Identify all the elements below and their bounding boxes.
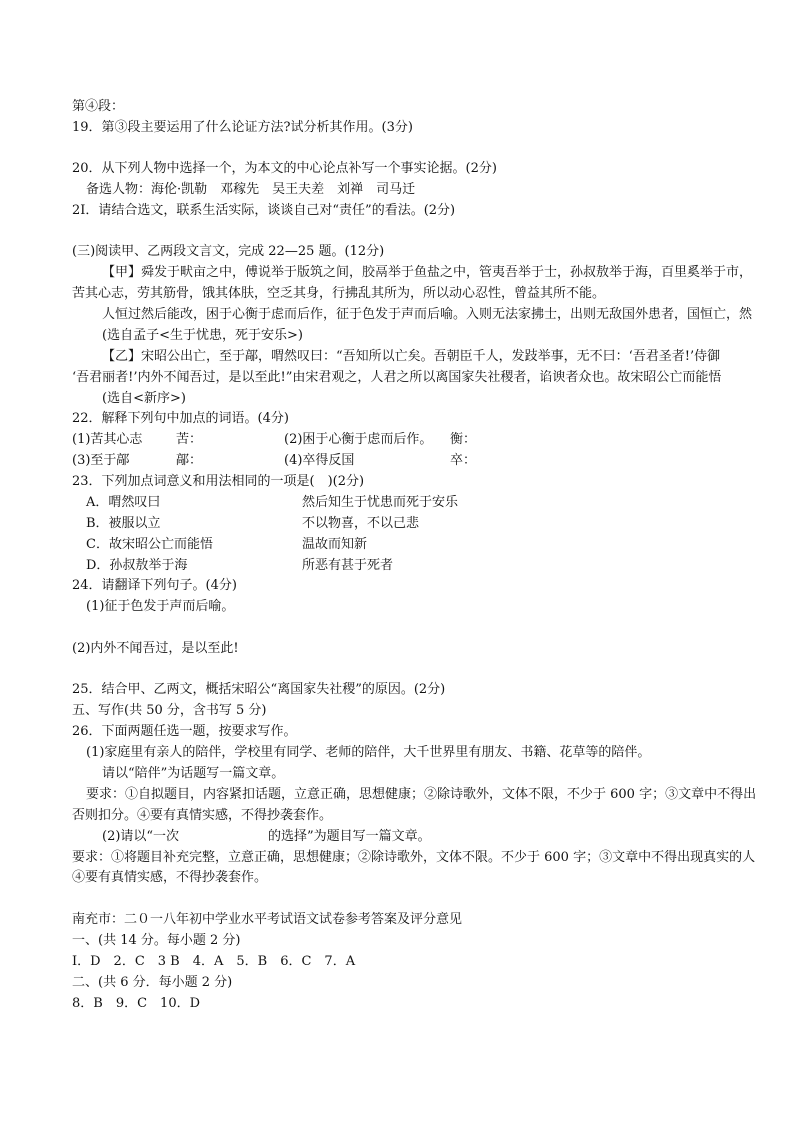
option-c-left: C．故宋昭公亡而能悟 — [86, 537, 213, 552]
question-23-option-d — [0, 555, 794, 576]
question-26-option-1-task: 请以“陪伴”为话题写一篇文章。 — [102, 766, 285, 781]
passage-yi-line-1: 【乙】宋昭公出亡，至于鄗，喟然叹曰：“吾知所以亡矣。吾朝臣千人，发跂举事，无不曰：‘吾君圣者!’侍御 — [102, 349, 721, 364]
answer-section-2-values: 8．B 9．C 10．D — [72, 996, 201, 1011]
question-22: 22．解释下列句中加点的词语。(4分) — [72, 411, 289, 426]
question-23-option-a — [0, 492, 794, 513]
answer-section-2-title: 二、(共 6 分．每小题 2 分) — [72, 975, 233, 990]
option-a-right: 然后知生于忧患而死于安乐 — [302, 495, 459, 510]
question-19: 19．第③段主要运用了什么论证方法?试分析其作用。(3分) — [72, 120, 413, 135]
option-c-right: 温故而知新 — [302, 537, 368, 552]
question-22-word-1: 苦： — [176, 432, 203, 447]
passage-yi-source: (选自<新序>) — [102, 391, 186, 406]
part-3-title: (三)阅读甲、乙两段文言文，完成 22—25 题。(12分) — [72, 244, 385, 259]
answer-section-1-values: I．D 2．C 3 B 4．A 5．B 6．C 7．A — [72, 954, 356, 969]
question-25: 25．结合甲、乙两文，概括宋昭公“离国家失社稷”的原因。(2分) — [72, 682, 446, 697]
part-5-title: 五、写作(共 50 分，含书写 5 分) — [72, 703, 267, 718]
question-22-item-1: (1)苦其心志 — [72, 432, 143, 447]
question-22-row-2 — [0, 450, 794, 471]
answer-section-1-title: 一、(共 14 分。每小题 2 分) — [72, 933, 241, 948]
question-26-option-1-requirements-2: 否则扣分。④要有真情实感，不得抄袭套作。 — [72, 808, 333, 823]
option-b-right: 不以物喜，不以己悲 — [302, 516, 420, 531]
question-23-option-b — [0, 513, 794, 534]
passage-yi-line-2: ‘吾君丽者!’内外不闻吾过，是以至此!”由宋君观之，人君之所以离国家失社稷者，谄谀者众也。故宋昭公亡而能悟 — [72, 370, 722, 385]
question-22-word-2: 衡： — [450, 432, 477, 447]
option-a-left: A．喟然叹曰 — [86, 495, 161, 510]
question-24-item-1: (1)征于色发于声而后喻。 — [86, 599, 235, 614]
question-22-item-4: (4)卒得反国 — [284, 453, 355, 468]
question-20: 20．从下列人物中选择一个，为本文的中心论点补写一个事实论据。(2分) — [72, 161, 497, 176]
question-23-option-c — [0, 534, 794, 555]
option-d-left: D．孙叔敖举于海 — [86, 558, 188, 573]
question-26-option-2-suffix: 的选择”为题目写一篇文章。 — [268, 829, 431, 844]
question-23: 23．下列加点词意义和用法相同的一项是( )(2分) — [72, 474, 365, 489]
question-22-row-1 — [0, 429, 794, 450]
question-22-word-4: 卒： — [450, 453, 477, 468]
question-22-word-3: 鄗： — [176, 453, 203, 468]
question-22-item-2: (2)困于心衡于虑而后作。 — [284, 432, 433, 447]
question-26-option-2-requirements-2: ④要有真情实感，不得抄袭套作。 — [72, 870, 268, 885]
question-24-item-2: (2)内外不闻吾过，是以至此! — [72, 641, 239, 656]
option-b-left: B．被服以立 — [86, 516, 161, 531]
question-26: 26．下面两题任选一题，按要求写作。 — [72, 724, 297, 739]
question-20-options: 备选人物：海伦·凯勒 邓稼先 吴王夫差 刘禅 司马迁 — [86, 182, 416, 197]
passage-jia-line-1: 【甲】舜发于畎亩之中，傅说举于版筑之间，胶鬲举于鱼盐之中，管夷吾举于士，孙叔敖举于海，百里奚举于市， — [102, 265, 753, 280]
answer-key-title: 南充市：二０一八年初中学业水平考试语文试卷参考答案及评分意见 — [72, 912, 463, 927]
question-24: 24．请翻译下列句子。(4分) — [72, 578, 237, 593]
question-22-item-3: (3)至于鄗 — [72, 453, 130, 468]
question-26-option-2-prefix: (2)请以“一次 — [102, 829, 180, 844]
question-26-option-2-requirements-1: 要求：①将题目补充完整，立意正确，思想健康；②除诗歌外，文体不限。不少于 600 字；③文章中不得出现真实的人 — [72, 850, 756, 865]
question-26-option-1: (1)家庭里有亲人的陪伴，学校里有同学、老师的陪伴，大千世界里有朋友、书籍、花草等的陪伴。 — [86, 745, 651, 760]
section-4-label: 第④段： — [72, 99, 125, 114]
passage-jia-line-2: 苦其心志，劳其筋骨，饿其体肤，空乏其身，行拂乱其所为，所以动心忍性，曾益其所不能。 — [72, 286, 606, 301]
passage-jia-source: (选自孟子<生于忧患，死于安乐>) — [102, 328, 303, 343]
question-21: 2I．请结合选文，联系生活实际，谈谈自己对“责任”的看法。(2分) — [72, 203, 456, 218]
option-d-right: 所恶有甚于死者 — [302, 558, 394, 573]
question-26-option-2 — [0, 826, 794, 847]
question-26-option-1-requirements-1: 要求：①自拟题目，内容紧扣话题，立意正确，思想健康；②除诗歌外，文体不限，不少于 600 字；③文章中不得出 — [86, 787, 757, 802]
passage-jia-line-3: 人恒过然后能改，困于心衡于虑而后作，征于色发于声而后喻。入则无法家拂士，出则无敌国外患者，国恒亡，然 — [102, 307, 753, 322]
